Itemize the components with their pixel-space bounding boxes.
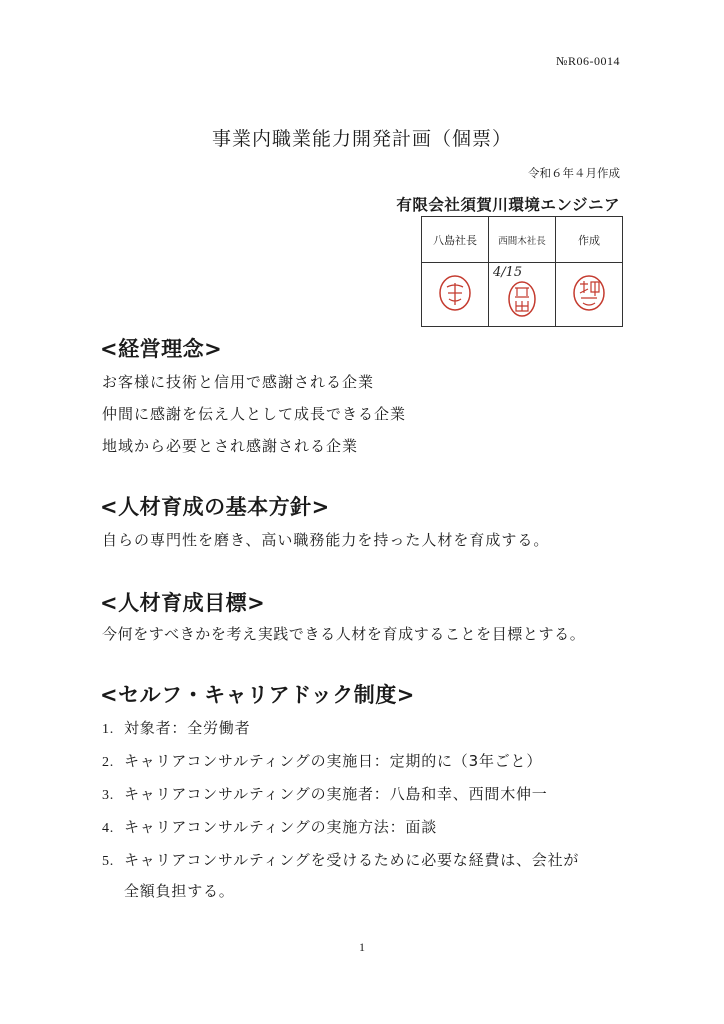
list-item-text: 対象者：全労働者	[124, 719, 251, 737]
approval-seal-cell-1	[422, 263, 489, 327]
list-item-number: 5.	[102, 854, 115, 869]
approval-seal-cell-2	[489, 263, 556, 327]
goal-text: 今何をすべきかを考え実践できる人材を育成することを目標とする。	[102, 625, 586, 643]
handwritten-date: 4/15	[493, 265, 523, 280]
company-name: 有限会社須賀川環境エンジニア	[396, 195, 620, 214]
red-seal-stamp-icon	[504, 279, 540, 319]
approval-header-author: 作成	[556, 217, 623, 263]
list-item-text: キャリアコンサルティングの実施者：八島和幸、西間木伸一	[124, 785, 548, 803]
list-item-number: 2.	[102, 755, 115, 770]
list-item	[102, 717, 250, 738]
list-item-text: キャリアコンサルティングの実施日：定期的に（3年ごと）	[124, 752, 543, 770]
creation-date: 令和６年４月作成	[528, 166, 620, 180]
approval-header-president-yashima: 八島社長	[422, 217, 489, 263]
list-item	[102, 849, 579, 870]
list-item	[102, 750, 542, 771]
red-seal-stamp-icon	[437, 273, 473, 313]
philosophy-line: お客様に技術と信用で感謝される企業	[102, 373, 375, 391]
list-item-continuation: 全額負担する。	[124, 882, 235, 900]
list-item	[102, 816, 437, 837]
philosophy-line: 地域から必要とされ感謝される企業	[102, 437, 359, 455]
section-heading-goal: <人材育成目標>	[100, 591, 266, 615]
list-item-number: 1.	[102, 722, 115, 737]
page-title: 事業内職業能力開発計画（個票）	[211, 128, 512, 150]
section-heading-career-dock: <セルフ・キャリアドック制度>	[100, 683, 415, 707]
list-item-text: キャリアコンサルティングの実施方法：面談	[124, 818, 438, 836]
page-number: 1	[359, 940, 365, 954]
section-heading-policy: <人材育成の基本方針>	[100, 495, 330, 519]
document-number: №R06-0014	[556, 54, 620, 68]
list-item-text: キャリアコンサルティングを受けるために必要な経費は、会社が	[124, 851, 580, 869]
policy-text: 自らの専門性を磨き、高い職務能力を持った人材を育成する。	[102, 531, 550, 549]
list-item-number: 4.	[102, 821, 115, 836]
approval-header-president-nishimagi: 西間木社長	[489, 217, 556, 263]
approval-stamp-table	[421, 216, 623, 327]
section-heading-philosophy: <経営理念>	[100, 337, 223, 361]
approval-seal-cell-3	[556, 263, 623, 327]
red-seal-stamp-icon	[571, 273, 607, 313]
list-item	[102, 783, 548, 804]
list-item-number: 3.	[102, 788, 115, 803]
philosophy-line: 仲間に感謝を伝え人として成長できる企業	[102, 405, 407, 423]
